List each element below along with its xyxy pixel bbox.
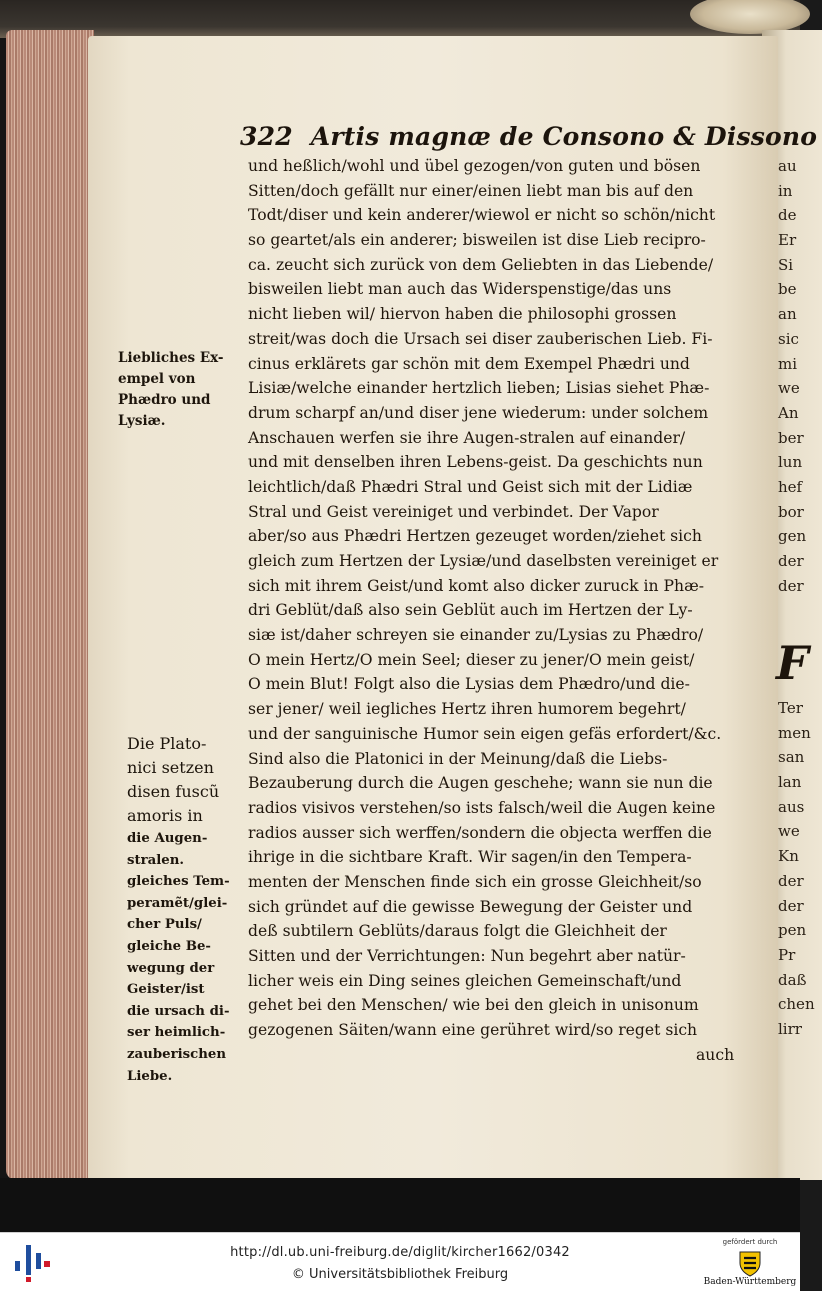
margin-note-line: gleiches Tem-: [127, 874, 230, 890]
margin-note-line: nici setzen: [127, 758, 214, 777]
scan-background: [0, 1178, 800, 1232]
text-line: so geartet/als ein anderer; bisweilen ist dise Lieb recipro-: [248, 231, 706, 250]
text-line: ser jener/ weil iegliches Hertz ihren humorem begehrt/: [248, 700, 686, 719]
page-url[interactable]: http://dl.ub.uni-freiburg.de/diglit/kircher1662/0342: [230, 1245, 570, 1260]
margin-note-line: gleiche Be-: [127, 938, 211, 954]
text-line: Stral und Geist vereiniget und verbindet. Der Vapor: [248, 502, 659, 521]
baden-wuerttemberg-crest-icon: [736, 1249, 764, 1277]
facing-page-fragment: lan: [778, 773, 802, 792]
facing-page-fragment: an: [778, 305, 797, 324]
facing-page-fragment: men: [778, 723, 811, 742]
book-cover-top: [0, 0, 800, 38]
text-line: menten der Menschen finde sich ein grosse Gleichheit/so: [248, 872, 702, 891]
facing-page-fragment: Pr: [778, 945, 796, 964]
text-line: ca. zeucht sich zurück von dem Geliebten in das Liebende/: [248, 255, 714, 274]
page-header: [240, 122, 818, 156]
text-line: Lisiæ/welche einander hertzlich lieben; Lisias siehet Phæ-: [248, 379, 710, 398]
text-line: gezogenen Säiten/wann eine gerühret wird/so reget sich: [248, 1021, 698, 1040]
margin-note-platonici: [127, 732, 230, 1087]
margin-note-line: stralen.: [127, 852, 185, 868]
facing-page-fragment: de: [778, 206, 797, 225]
facing-page-fragment: be: [778, 280, 797, 299]
margin-note-line: Phædro und: [118, 392, 211, 408]
facing-page-fragment: we: [778, 822, 800, 841]
facing-page-fragment: Si: [778, 255, 794, 274]
text-line: und mit denselben ihren Lebens-geist. Da geschichts nun: [248, 453, 703, 472]
facing-page-fragment: An: [778, 403, 799, 422]
facing-page-fragment: der: [778, 871, 804, 890]
text-line: radios ausser sich werffen/sondern die objecta werffen die: [248, 823, 712, 842]
facing-page-fragment: pen: [778, 921, 807, 940]
facing-page-text-lower: [778, 696, 815, 1042]
facing-page-fragment: san: [778, 748, 805, 767]
margin-note-line: Die Plato-: [127, 734, 207, 753]
margin-note-line: die ursach di-: [127, 1003, 230, 1019]
margin-note-line: Liebliches Ex-: [118, 350, 224, 366]
text-line: und der sanguinische Humor sein eigen gefäs erfordert/&c.: [248, 724, 722, 743]
facing-page-fragment: lirr: [778, 1019, 802, 1038]
text-line: Sind also die Platonici in der Meinung/daß die Liebs-: [248, 749, 668, 768]
facing-page-fragment: chen: [778, 995, 815, 1014]
margin-note-line: die Augen-: [127, 831, 208, 846]
text-line: Sitten und der Verrichtungen: Nun begehrt aber natür-: [248, 947, 686, 965]
page-edges: [6, 30, 94, 1180]
facing-page-fragment: in: [778, 181, 793, 200]
facing-page-fragment: aus: [778, 797, 805, 816]
margin-note-line: peramẽt/glei-: [127, 895, 228, 911]
facing-page-text-upper: [778, 154, 807, 598]
text-line: O mein Blut! Folgt also die Lysias dem Phædro/und die-: [248, 675, 690, 694]
text-line: Todt/diser und kein anderer/wiewol er nicht so schön/nicht: [248, 206, 716, 225]
text-line: ihrige in die sichtbare Kraft. Wir sagen/in den Tempera-: [248, 848, 692, 867]
facing-page-initial: F: [776, 636, 809, 690]
text-line: licher weis ein Ding seines gleichen Gemeinschaft/und: [248, 971, 682, 990]
text-line: Sitten/doch gefällt nur einer/einen liebt man bis auf den: [248, 181, 694, 200]
facing-page-fragment: der: [778, 896, 804, 915]
margin-note-line: Geister/ist: [127, 982, 205, 998]
text-line: aber/so aus Phædri Hertzen gezeuget worden/ziehet sich: [248, 527, 702, 546]
text-line: nicht lieben wil/ hiervon haben die philosophi grossen: [248, 305, 677, 324]
text-line: O mein Hertz/O mein Seel; dieser zu jener/O mein geist/: [248, 650, 695, 669]
facing-page-fragment: bor: [778, 502, 804, 521]
facing-page-fragment: Ter: [778, 699, 803, 717]
sponsor-block: [700, 1236, 800, 1290]
facing-page-fragment: Er: [778, 231, 797, 250]
text-line: dri Geblüt/daß also sein Geblüt auch im Hertzen der Ly-: [248, 601, 693, 620]
sponsor-label: gefördert durch: [722, 1238, 778, 1246]
text-line: Bezauberung durch die Augen geschehe; wann sie nun die: [248, 774, 713, 793]
text-line: streit/was doch die Ursach sei diser zauberischen Lieb. Fi-: [248, 329, 713, 348]
text-line: gleich zum Hertzen der Lysiæ/und daselbsten vereiniget er: [248, 552, 719, 570]
facing-page-fragment: ber: [778, 428, 804, 447]
catchword: auch: [696, 1046, 735, 1064]
facing-page-fragment: gen: [778, 527, 807, 546]
text-line: gehet bei den Menschen/ wie bei den gleich in unisonum: [248, 996, 699, 1015]
copyright-notice: © Universitätsbibliothek Freiburg: [291, 1267, 509, 1282]
facing-page-fragment: daß: [778, 970, 807, 989]
facing-page-fragment: Kn: [778, 847, 799, 866]
facing-page-fragment: we: [778, 379, 800, 398]
text-line: Anschauen werfen sie ihre Augen-stralen auf einander/: [248, 428, 686, 447]
margin-note-line: Lysiæ.: [118, 413, 166, 429]
body-text: [248, 154, 744, 1043]
facing-page-fragment: hef: [778, 477, 803, 496]
text-line: cinus erklärets gar schön mit dem Exempel Phædri und: [248, 354, 690, 373]
margin-note-line: amoris in: [127, 806, 203, 825]
facing-page-fragment: der: [778, 576, 804, 595]
facing-page-fragment: lun: [778, 453, 803, 472]
text-line: deß subtilern Geblüts/daraus folgt die Gleichheit der: [248, 922, 667, 941]
text-line: radios visivos verstehen/so ists falsch/weil die Augen keine: [248, 798, 716, 817]
text-line: sich mit ihrem Geist/und komt also dicker zuruck in Phæ-: [248, 576, 705, 595]
margin-note-line: wegung der: [127, 960, 215, 976]
margin-note-line: ser heimlich-: [127, 1025, 226, 1041]
text-line: bisweilen liebt man auch das Widerspenstige/das uns: [248, 280, 672, 299]
footer-bar: [0, 1232, 800, 1291]
text-line: leichtlich/daß Phædri Stral und Geist sich mit der Lidiæ: [248, 477, 693, 496]
margin-note-line: cher Puls/: [127, 917, 202, 933]
facing-page-fragment: mi: [778, 354, 798, 373]
page-number: 322: [240, 122, 293, 151]
facing-page-fragment: der: [778, 552, 804, 570]
text-line: und heßlich/wohl und übel gezogen/von guten und bösen: [248, 157, 701, 175]
margin-note-line: Liebe.: [127, 1068, 173, 1084]
margin-note-line: empel von: [118, 371, 196, 387]
margin-note-phaedro: [118, 348, 224, 432]
text-line: drum scharpf an/und diser jene wiederum: under solchem: [248, 403, 709, 422]
margin-note-line: disen fuscũ: [127, 782, 220, 801]
margin-note-line: zauberischen: [127, 1046, 227, 1062]
running-title: Artis magnæ de Consono & Dissono: [310, 122, 818, 151]
facing-page-fragment: sic: [778, 329, 799, 348]
facing-page-fragment: au: [778, 157, 797, 175]
text-line: siæ ist/daher schreyen sie einander zu/Lysias zu Phædro/: [248, 626, 704, 645]
sponsor-name: Baden-Württemberg: [703, 1277, 797, 1287]
text-line: sich gründet auf die gewisse Bewegung der Geister und: [248, 897, 693, 916]
